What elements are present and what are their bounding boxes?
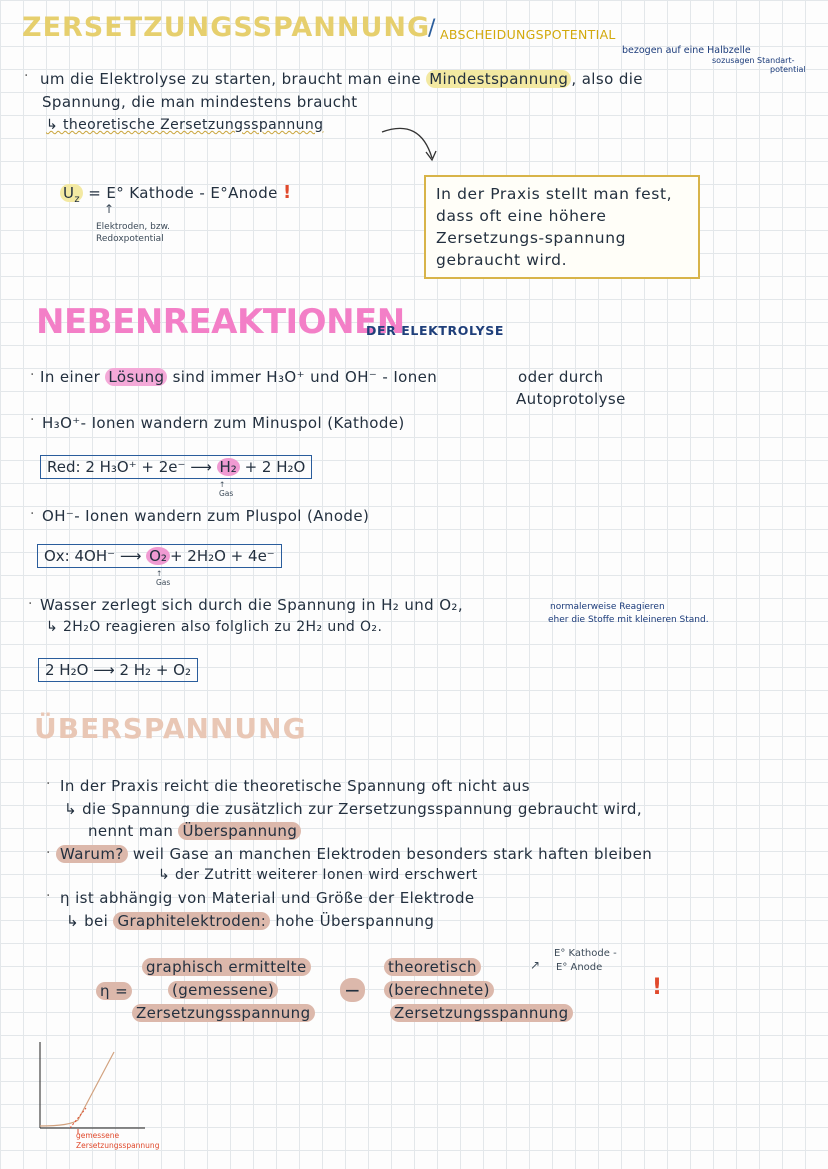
practice-note-box: In der Praxis stellt man fest, dass oft eine höhere Zersetzungs-spannung gebraucht wird.	[424, 175, 700, 279]
eta-minus: −	[340, 978, 365, 1002]
bullet-water-splitting: Wasser zerlegt sich durch die Spannung in H₂ und O₂,	[40, 596, 464, 614]
page-subtitle: ABSCHEIDUNGSPOTENTIAL	[440, 27, 616, 42]
eta-symbol: η =	[96, 982, 132, 1000]
bullet-dot: ·	[30, 367, 35, 383]
overvoltage-line-4: Warum? weil Gase an manchen Elektroden besonders stark haften bleiben	[56, 845, 652, 863]
water-note-2: eher die Stoffe mit kleineren Stand.	[548, 615, 709, 625]
uz-note-2: Redoxpotential	[96, 234, 164, 244]
curved-arrow-icon	[380, 118, 450, 178]
o2-circle: O₂	[146, 547, 170, 565]
graph-label-1: gemessene	[76, 1131, 120, 1140]
overvoltage-line-1: In der Praxis reicht die theoretische Spannung oft nicht aus	[60, 777, 530, 795]
eta-right-3: Zersetzungsspannung	[390, 1004, 573, 1022]
overvoltage-line-6: η ist abhängig von Material und Größe der Elektrode	[60, 889, 475, 907]
bullet-dot: ·	[24, 68, 29, 84]
eta-left-3: Zersetzungsspannung	[132, 1004, 315, 1022]
bullet-h3o-migration: H₃O⁺- Ionen wandern zum Minuspol (Kathode)	[42, 414, 405, 432]
section-subheading: DER ELEKTROLYSE	[366, 323, 505, 338]
formula-uz: $U_z = E^\circ$ Kathode - E°Anode !	[60, 182, 292, 205]
title-slash: /	[428, 16, 436, 41]
overvoltage-line-3: nennt man Überspannung	[88, 822, 301, 840]
page-title: ZERSETZUNGSSPANNUNG	[22, 12, 431, 43]
overvoltage-line-5: ↳ der Zutritt weiterer Ionen wird erschwert	[158, 867, 478, 883]
overvoltage-line-7: ↳ bei Graphitelektroden: hohe Überspannung	[66, 912, 435, 930]
highlight-mindestspannung: Mindestspannung	[426, 70, 571, 88]
bullet-ions-alt: oder durch	[518, 368, 604, 386]
intro-line-2: Spannung, die man mindestens braucht	[42, 93, 358, 111]
subtitle-note: bezogen auf eine Halbzelle	[622, 45, 751, 56]
h2-circle: H₂	[217, 458, 240, 476]
eta-right-2: (berechnete)	[384, 981, 494, 999]
overvoltage-line-2: ↳ die Spannung die zusätzlich zur Zersetzungsspannung gebraucht wird,	[64, 800, 643, 818]
eta-left-2: (gemessene)	[168, 981, 278, 999]
subtitle-note-2: sozusagen Standart-	[712, 56, 795, 65]
eta-exclamation: !	[652, 975, 663, 1000]
overall-equation: 2 H₂O ⟶ 2 H₂ + O₂	[38, 658, 198, 682]
eta-note-2: E° Anode	[556, 962, 603, 973]
reduction-equation: Red: 2 H₃O⁺ + 2e⁻ ⟶ H₂ + 2 H₂O	[40, 455, 312, 479]
highlight-loesung: Lösung	[105, 368, 167, 386]
bullet-ions: In einer Lösung sind immer H₃O⁺ und OH⁻ - Ionen	[40, 368, 438, 386]
bullet-dot: ·	[28, 596, 33, 612]
bullet-dot: ·	[46, 888, 51, 904]
bullet-oh-migration: OH⁻- Ionen wandern zum Pluspol (Anode)	[42, 507, 370, 525]
bullet-dot: ·	[30, 412, 35, 428]
uz-arrow-icon: ↑	[104, 202, 115, 216]
section-heading-ueberspannung: ÜBERSPANNUNG	[34, 712, 307, 745]
highlight-warum: Warum?	[56, 845, 128, 863]
intro-line-1: um die Elektrolyse zu starten, braucht man eine Mindestspannung , also die	[40, 70, 643, 88]
eta-right-1: theoretisch	[384, 958, 481, 976]
bullet-dot: ·	[46, 776, 51, 792]
bullet-dot: ·	[30, 506, 35, 522]
section-heading-nebenreaktionen: NEBENREAKTIONEN	[36, 302, 405, 342]
highlight-graphitelektroden: Graphitelektroden:	[113, 912, 270, 930]
bullet-dot: ·	[46, 845, 51, 861]
graph-label-2: Zersetzungsspannung	[76, 1141, 160, 1150]
water-conclusion: ↳ 2H₂O reagieren also folglich zu 2H₂ und O₂.	[46, 619, 383, 635]
bullet-ions-autoprotolyse: Autoprotolyse	[516, 390, 626, 408]
uz-note-1: Elektroden, bzw.	[96, 222, 170, 232]
water-note-1: normalerweise Reagieren	[550, 602, 665, 612]
eta-left-1: graphisch ermittelte	[142, 958, 311, 976]
gas-label-h2: ↑ Gas	[219, 480, 234, 498]
intro-line-3: ↳ theoretische Zersetzungsspannung	[46, 117, 324, 133]
eta-arrow-icon: ↗	[530, 958, 541, 972]
eta-note-1: E° Kathode -	[554, 948, 617, 959]
highlight-ueberspannung: Überspannung	[178, 822, 301, 840]
exclamation-mark: !	[282, 182, 292, 203]
subtitle-note-3: potential	[770, 65, 806, 74]
oxidation-equation: Ox: 4OH⁻ ⟶ O₂ + 2H₂O + 4e⁻	[37, 544, 282, 568]
current-voltage-graph	[30, 1040, 150, 1140]
gas-label-o2: ↑ Gas	[156, 569, 171, 587]
